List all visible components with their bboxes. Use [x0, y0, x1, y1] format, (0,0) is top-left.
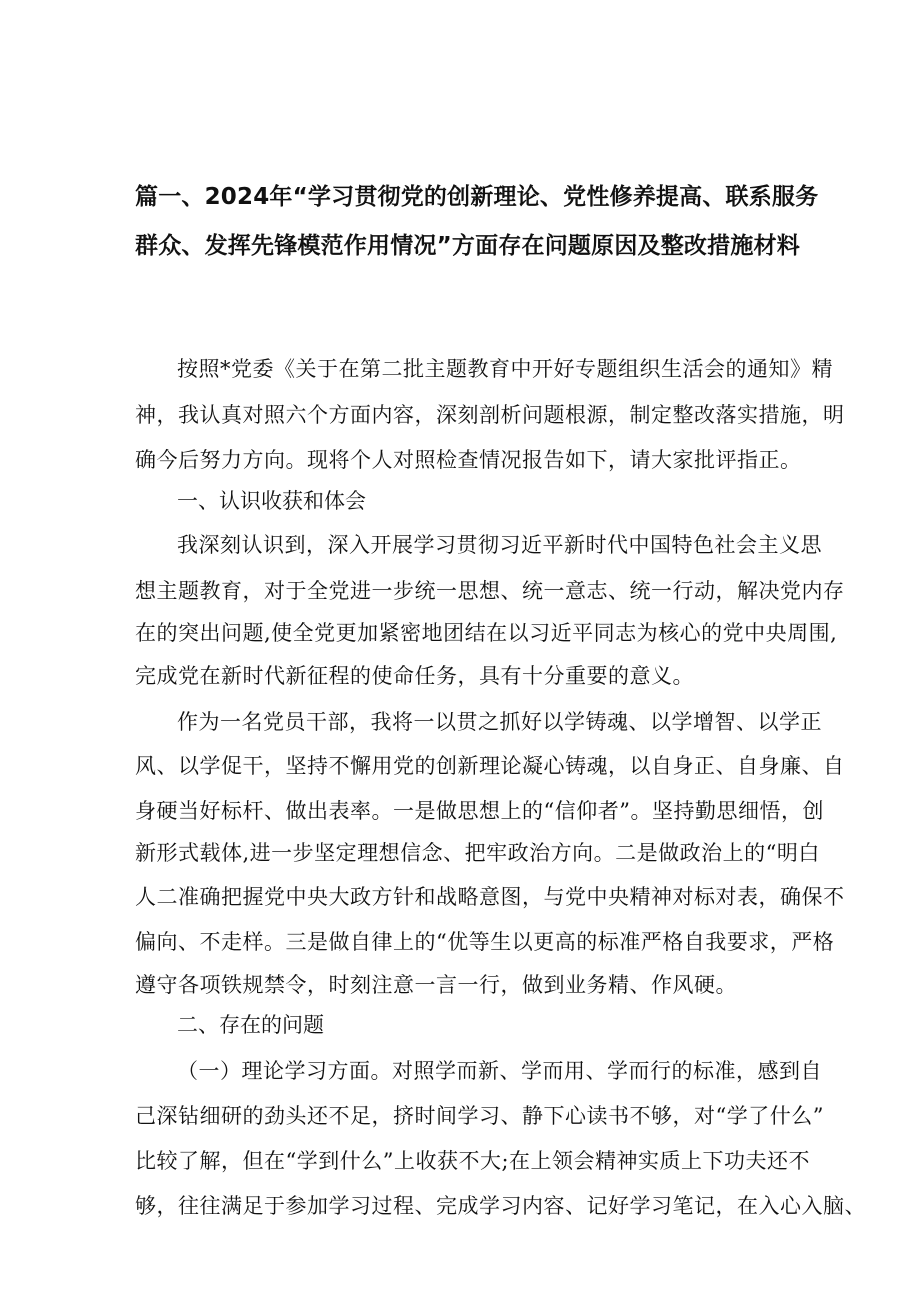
- paragraph-line: 身硬当好标杆、做出表率。一是做思想上的“信仰者”。坚持勤思细悟，创: [135, 799, 824, 823]
- paragraph-line: 比较了解，但在“学到什么”上收获不大;在上领会精神实质上下功夫还不: [135, 1149, 811, 1173]
- paragraph-line: 想主题教育，对于全党进一步统一思想、统一意志、统一行动，解决党内存: [135, 579, 845, 603]
- document-title-line-2: 群众、发挥先锋模范作用情况”方面存在问题原因及整改措施材料: [135, 233, 800, 259]
- paragraph-line: 完成党在新时代新征程的使命任务，具有十分重要的意义。: [135, 664, 694, 688]
- paragraph-line: 己深钻细研的劲头还不足，挤时间学习、静下心读书不够，对“学了什么”: [135, 1104, 824, 1128]
- paragraph-line: 在的突出问题,使全党更加紧密地团结在以习近平同志为核心的党中央周围,: [135, 621, 838, 645]
- paragraph-line: 偏向、不走样。三是做自律上的“优等生以更高的标准严格自我要求，严格: [135, 930, 835, 954]
- intro-line: 按照*党委《关于在第二批主题教育中开好专题组织生活会的通知》精: [177, 357, 833, 381]
- paragraph-line: 遵守各项铁规禁令，时刻注意一言一行，做到业务精、作风硬。: [135, 973, 737, 997]
- paragraph-line: 够，往往满足于参加学习过程、完成学习内容、记好学习笔记，在入心入脑、: [135, 1194, 866, 1218]
- paragraph-line: 风、以学促干，坚持不懈用党的创新理论凝心铸魂，以自身正、自身廉、自: [135, 754, 845, 778]
- paragraph-line: 新形式载体,进一步坚定理想信念、把牢政治方向。二是做政治上的“明白: [135, 841, 820, 865]
- paragraph-line: 我深刻认识到，深入开展学习贯彻习近平新时代中国特色社会主义思: [177, 533, 822, 557]
- document-title-line-1: 篇一、2024年“学习贯彻党的创新理论、党性修养提高、联系服务: [135, 184, 819, 210]
- paragraph-line: 人二准确把握党中央大政方针和战略意图，与党中央精神对标对表，确保不: [135, 885, 845, 909]
- intro-line: 神，我认真对照六个方面内容，深刻剖析问题根源，制定整改落实措施，明: [135, 403, 845, 427]
- section-heading: 一、认识收获和体会: [177, 489, 366, 513]
- paragraph-line: 作为一名党员干部，我将一以贯之抓好以学铸魂、以学增智、以学正: [177, 710, 822, 734]
- paragraph-line: （一）理论学习方面。对照学而新、学而用、学而行的标准，感到自: [177, 1059, 822, 1083]
- section-heading: 二、存在的问题: [177, 1013, 324, 1037]
- intro-line: 确今后努力方向。现将个人对照检查情况报告如下，请大家批评指正。: [135, 448, 802, 472]
